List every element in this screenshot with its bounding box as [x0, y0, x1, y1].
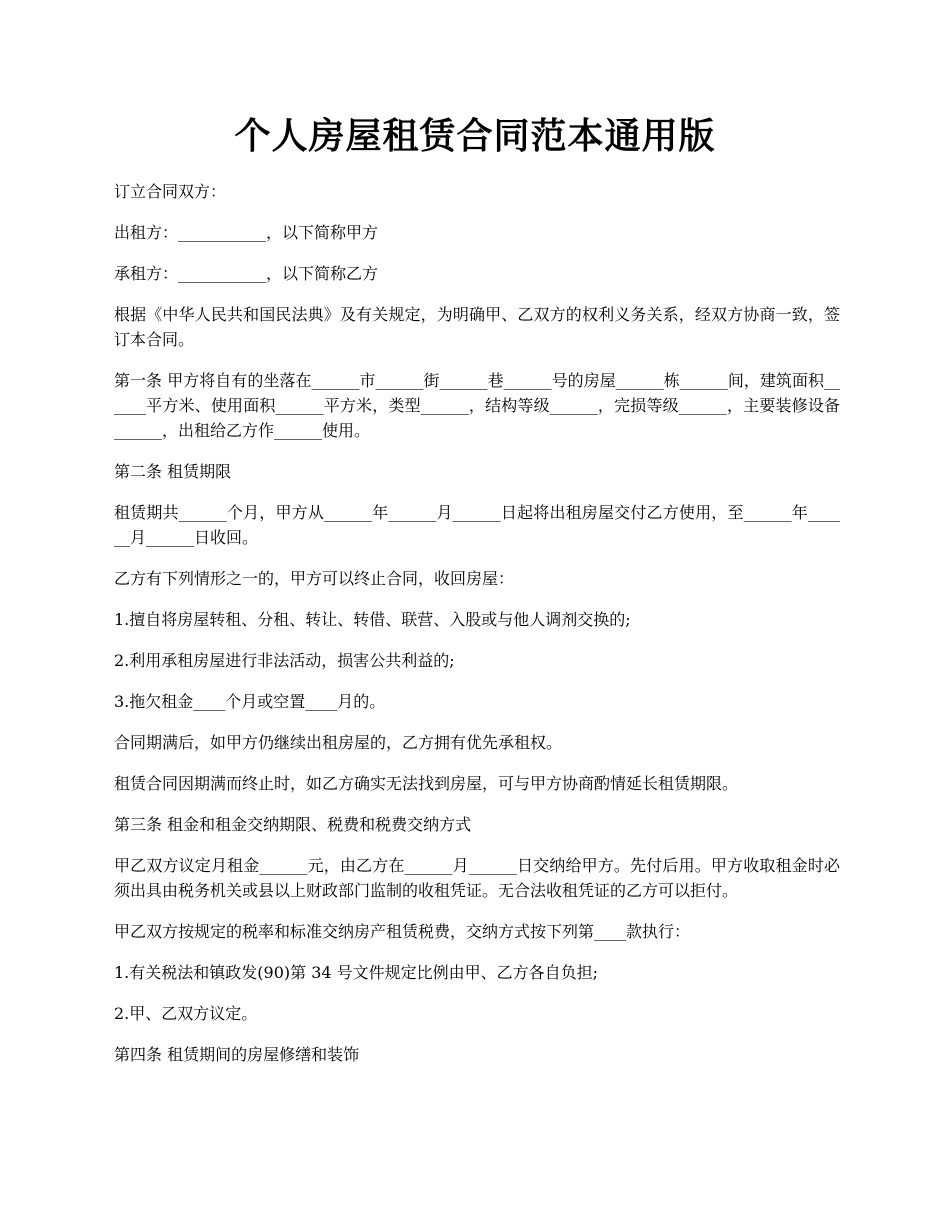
paragraph-lessor: 出租方：___________，以下简称甲方: [114, 223, 379, 242]
list-item-tax-2: 2.甲、乙双方议定。: [114, 1004, 258, 1023]
paragraph-lessee: 承租方：___________，以下简称乙方: [114, 264, 379, 283]
paragraph-termination-conditions: 乙方有下列情形之一的，甲方可以终止合同，收回房屋：: [114, 569, 515, 588]
paragraph-extension: 租赁合同因期满而终止时，如乙方确实无法找到房屋，可与甲方协商酌情延长租赁期限。: [114, 774, 739, 793]
document-body: [114, 179, 840, 1083]
paragraph-basis: 根据《中华人民共和国民法典》及有关规定，为明确甲、乙双方的权利义务关系，经双方协商一致，签订本合同。: [114, 305, 840, 349]
paragraph-rent-payment: 甲乙双方议定月租金______元，由乙方在______月______日交纳给甲方。先付后用。甲方收取租金时必须出具由税务机关或县以上财政部门监制的收租凭证。无合法收租凭证的乙方可以拒付。: [114, 856, 840, 900]
paragraph-parties: 订立合同双方：: [114, 182, 227, 201]
list-item-termination-3: 3.拖欠租金____个月或空置____月的。: [114, 692, 386, 711]
list-item-termination-1: 1.擅自将房屋转租、分租、转让、转借、联营、入股或与他人调剂交换的;: [114, 610, 631, 629]
heading-article-3: 第三条 租金和租金交纳期限、税费和税费交纳方式: [114, 815, 472, 834]
paragraph-lease-term: 租赁期共______个月，甲方从______年______月______日起将出租房屋交付乙方使用，至______年______月______日收回。: [114, 503, 840, 547]
paragraph-tax-method: 甲乙双方按规定的税率和标准交纳房产租赁税费，交纳方式按下列第____款执行：: [114, 922, 691, 941]
heading-article-2: 第二条 租赁期限: [114, 462, 232, 481]
document-title: 个人房屋租赁合同范本通用版: [234, 115, 716, 157]
heading-article-4: 第四条 租赁期间的房屋修缮和装饰: [114, 1045, 360, 1064]
list-item-tax-1: 1.有关税法和镇政发(90)第 34 号文件规定比例由甲、乙方各自负担;: [114, 963, 599, 982]
paragraph-priority-right: 合同期满后，如甲方仍继续出租房屋的，乙方拥有优先承租权。: [114, 733, 563, 752]
paragraph-article-1: 第一条 甲方将自有的坐落在______市______街______巷______号的房屋______栋______间，建筑面积______平方米、使用面积______平方米，类型______，结构等级______，完损等级______，主要装修设备______，出租给乙方作______使用。: [114, 371, 840, 440]
list-item-termination-2: 2.利用承租房屋进行非法活动，损害公共利益的;: [114, 651, 455, 670]
